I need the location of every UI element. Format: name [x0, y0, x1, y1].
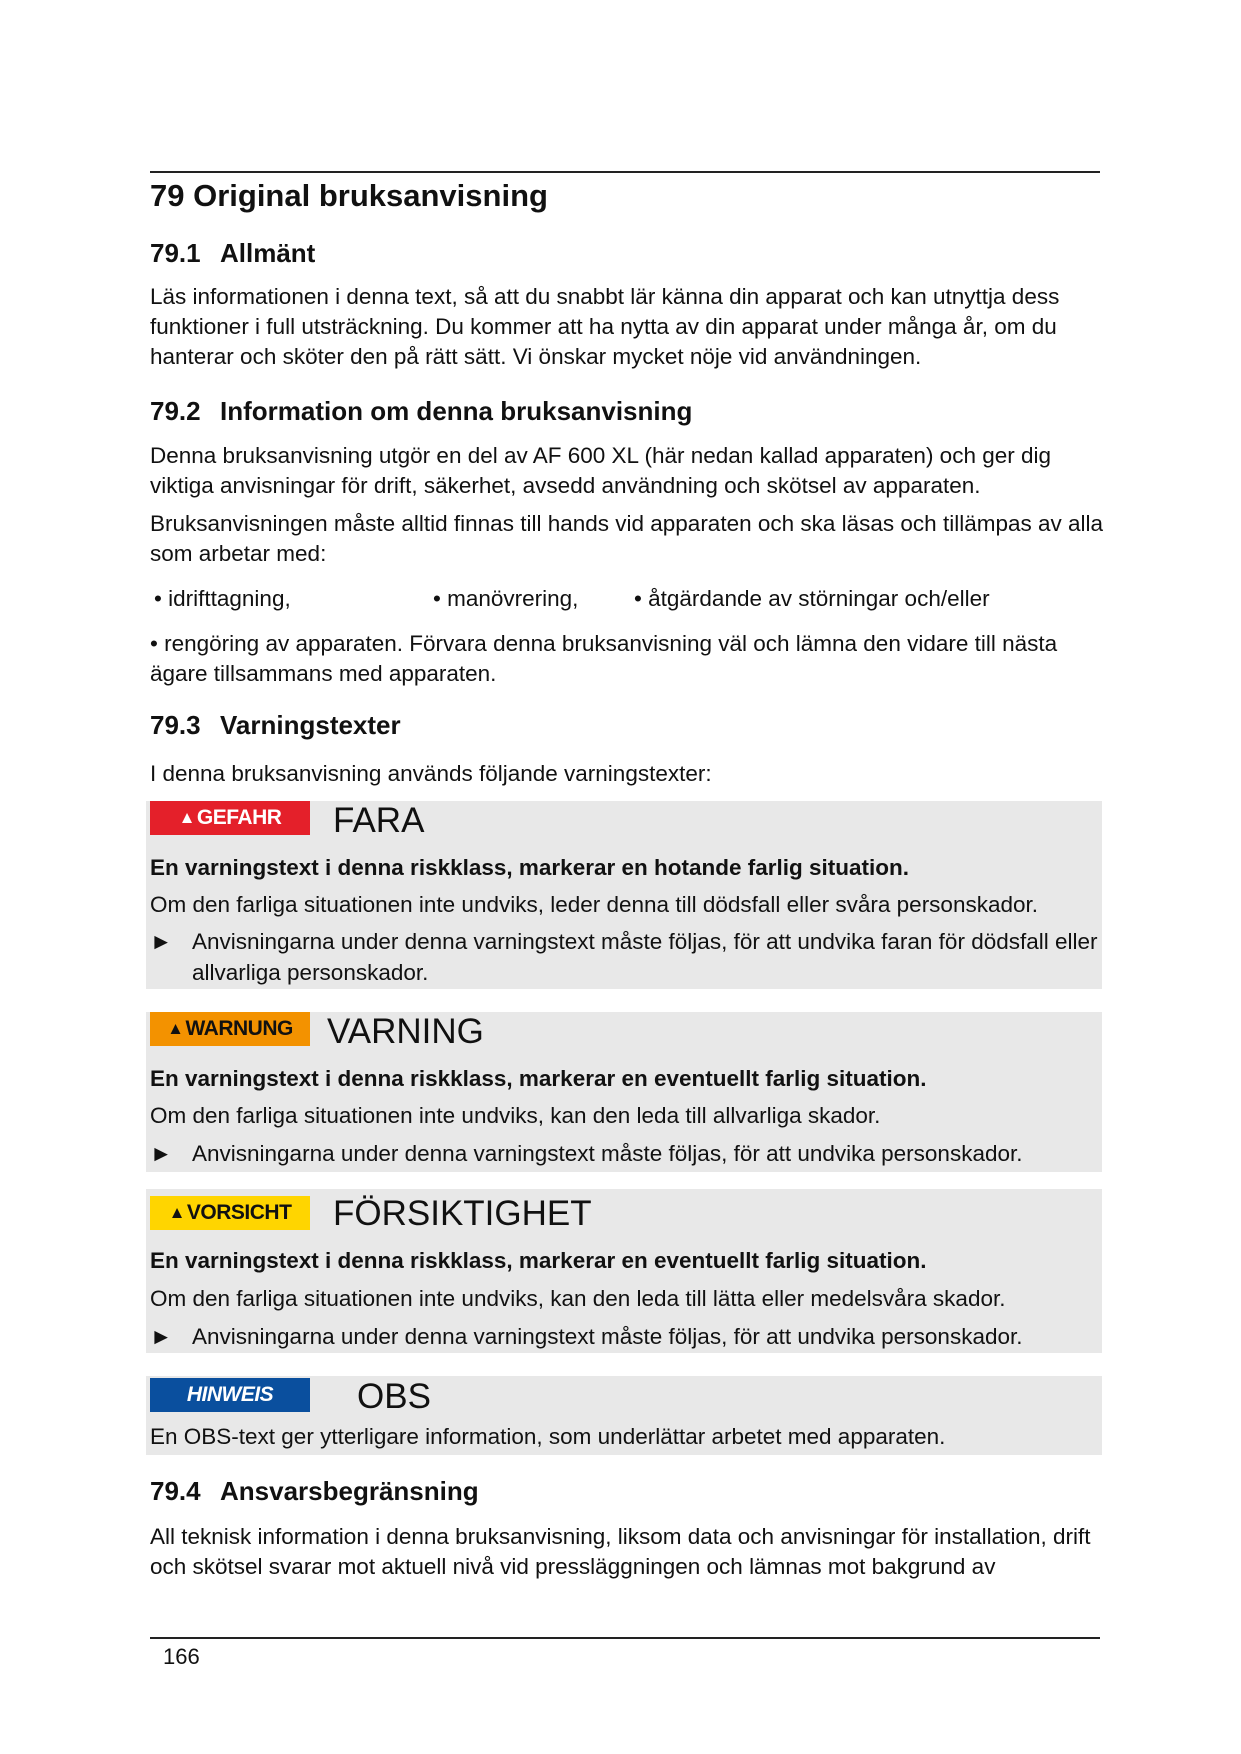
- badge-label: WARNUNG: [185, 1017, 293, 1040]
- section-title: Allmänt: [220, 238, 316, 268]
- section-title: Ansvarsbegränsning: [220, 1476, 479, 1506]
- instruction-text: Anvisningarna under denna varningstext måste följas, för att undvika personskador.: [192, 1141, 1023, 1166]
- instruction-text: Anvisningarna under denna varningstext måste följas, för att undvika faran för dödsfall eller allvarliga personskador.: [192, 929, 1098, 985]
- list-item: • åtgärdande av störningar och/eller: [634, 586, 990, 611]
- section-heading-79-3: [150, 710, 401, 741]
- section-title: Varningstexter: [220, 710, 401, 740]
- page-number: 166: [163, 1644, 200, 1669]
- page-title: 79 Original bruksanvisning: [150, 178, 548, 213]
- section-number: 79.1: [150, 238, 201, 268]
- warning-fara-bold: En varningstext i denna riskklass, markerar en hotande farlig situation.: [150, 855, 909, 880]
- badge-hinweis: [150, 1378, 310, 1412]
- list-item: • idrifttagning,: [154, 586, 291, 611]
- section-79-3-intro: I denna bruksanvisning används följande varningstexter:: [150, 761, 712, 786]
- section-79-2-text-1: Denna bruksanvisning utgör en del av AF 600 XL (här nedan kallad apparaten) och ger dig viktiga anvisningar för drift, säkerhet, avsedd användning och skötsel av apparaten.: [150, 443, 1052, 498]
- header-rule: [150, 171, 1100, 173]
- warning-varning-bold: En varningstext i denna riskklass, markerar en eventuellt farlig situation.: [150, 1066, 927, 1091]
- list-item: • manövrering,: [433, 586, 579, 611]
- arrow-icon: ►: [150, 1324, 173, 1349]
- footer-rule: [150, 1637, 1100, 1639]
- badge-label: VORSICHT: [186, 1201, 292, 1224]
- warning-fara-line: Om den farliga situationen inte undviks, leder denna till dödsfall eller svåra personskador.: [150, 892, 1039, 917]
- signal-word-fara: FARA: [333, 801, 425, 840]
- warning-varning-instruction: [150, 1138, 1100, 1169]
- section-number: 79.4: [150, 1476, 201, 1506]
- badge-vorsicht: [150, 1196, 310, 1230]
- instruction-text: Anvisningarna under denna varningstext måste följas, för att undvika personskador.: [192, 1324, 1023, 1349]
- arrow-icon: ►: [150, 929, 173, 954]
- warning-fara-instruction: [150, 926, 1100, 988]
- note-obs-line: En OBS-text ger ytterligare information, som underlättar arbetet med apparaten.: [150, 1424, 946, 1449]
- section-79-1-text: Läs informationen i denna text, så att du snabbt lär känna din apparat och kan utnyttja dess funktioner i full utsträckning. Du kommer att ha nytta av din apparat under många år, om du hanterar och sköter den på rätt sätt. Vi önskar mycket nöje vid användningen.: [150, 284, 1060, 369]
- warning-varning-line: Om den farliga situationen inte undviks, kan den leda till allvarliga skador.: [150, 1103, 881, 1128]
- warning-triangle-icon: ▲: [178, 808, 195, 827]
- badge-gefahr: [150, 801, 310, 835]
- section-79-2-text-3: • rengöring av apparaten. Förvara denna bruksanvisning väl och lämna den vidare till nästa ägare tillsammans med apparaten.: [150, 631, 1058, 686]
- section-79-4-text: All teknisk information i denna bruksanvisning, liksom data och anvisningar för installation, drift och skötsel svarar mot aktuell nivå vid pressläggningen och lämnas mot bakgrund av: [150, 1524, 1091, 1579]
- signal-word-forsiktighet: FÖRSIKTIGHET: [333, 1194, 592, 1233]
- section-79-2-text-2: Bruksanvisningen måste alltid finnas till hands vid apparaten och ska läsas och tillämpas av alla som arbetar med:: [150, 511, 1104, 566]
- warning-forsiktighet-instruction: [150, 1321, 1100, 1352]
- arrow-icon: ►: [150, 1141, 173, 1166]
- section-title: Information om denna bruksanvisning: [220, 396, 693, 426]
- section-heading-79-1: [150, 238, 315, 269]
- section-heading-79-4: [150, 1476, 479, 1507]
- section-heading-79-2: [150, 396, 692, 427]
- warning-forsiktighet-bold: En varningstext i denna riskklass, markerar en eventuellt farlig situation.: [150, 1248, 927, 1273]
- section-number: 79.2: [150, 396, 201, 426]
- section-number: 79.3: [150, 710, 201, 740]
- badge-label: GEFAHR: [196, 806, 282, 829]
- signal-word-obs: OBS: [357, 1377, 431, 1416]
- badge-label: HINWEIS: [186, 1383, 274, 1406]
- warning-forsiktighet-line: Om den farliga situationen inte undviks, kan den leda till lätta eller medelsvåra skador.: [150, 1286, 1006, 1311]
- badge-warnung: [150, 1012, 310, 1046]
- signal-word-varning: VARNING: [327, 1012, 484, 1051]
- warning-triangle-icon: ▲: [167, 1019, 184, 1038]
- warning-triangle-icon: ▲: [168, 1203, 185, 1222]
